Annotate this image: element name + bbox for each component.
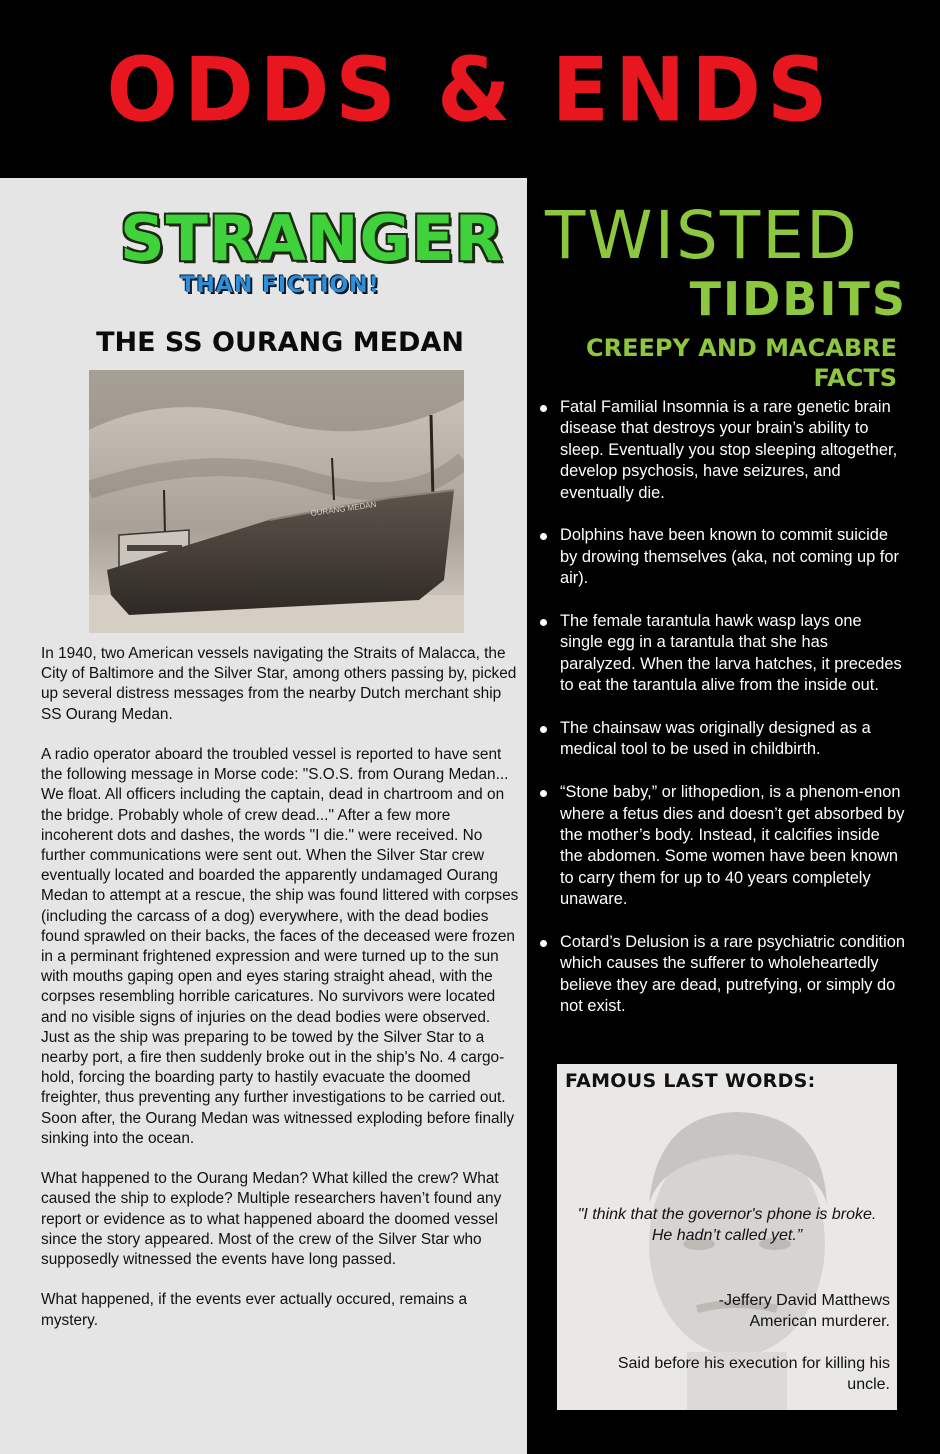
twisted-heading: TWISTED <box>545 197 859 274</box>
bullet-icon <box>540 726 547 733</box>
article-paragraph-3: What happened to the Ourang Medan? What killed the crew? What caused the ship to explode? Multiple researchers haven’t found any report or evidence as to what happened aboard the doomed vessel since the story appeared. Most of the crew of the Silver Star who supposedly witnessed the events have long passed. <box>41 1170 502 1269</box>
bullet-icon <box>540 790 547 797</box>
logo-main-text: STRANGER <box>120 202 504 275</box>
fact-text: Fatal Familial Insomnia is a rare genetic brain disease that destroys your brain’s ability to sleep. Eventually you stop sleeping altogether, develop psychosis, have seizures, and eventually die. <box>560 398 898 502</box>
list-item <box>537 611 905 697</box>
bullet-icon <box>540 533 547 540</box>
fact-text: The chainsaw was originally designed as a medical tool to be used in childbirth. <box>560 719 871 759</box>
list-item <box>537 397 905 504</box>
bullet-icon <box>540 940 547 947</box>
bullet-icon <box>540 619 547 626</box>
attribution-name: -Jeffery David Matthews <box>718 1292 890 1309</box>
list-item <box>537 932 905 1018</box>
creepy-facts-subheading: CREEPY AND MACABRE FACTS <box>586 334 897 392</box>
fact-text: Dolphins have been known to commit suicide by drowing themselves (aka, not coming up for air). <box>560 526 899 588</box>
ship-photo <box>89 370 464 633</box>
ship-illustration <box>89 370 464 633</box>
famous-last-words-title: FAMOUS LAST WORDS: <box>565 1070 816 1092</box>
logo-sub-text: THAN FICTION! <box>180 273 380 298</box>
page-title: ODDS & ENDS <box>106 38 834 142</box>
fact-text: “Stone baby,” or lithopedion, is a phenom-enon where a fetus dies and doesn’t get absorbed by the mother’s body. Instead, it calcifies inside the abdomen. Some women have been known to carry them for up to 40 years completely unaware. <box>560 783 905 909</box>
fact-text: The female tarantula hawk wasp lays one single egg in a tarantula that she has paralyzed. When the larva hatches, it precedes to eat the tarantula alive from the inside out. <box>560 612 902 695</box>
ship-name-lettering: OURANG MEDAN <box>310 499 377 518</box>
masthead <box>0 0 940 178</box>
left-column <box>0 178 527 1454</box>
article-paragraph-1: In 1940, two American vessels navigating the Straits of Malacca, the City of Baltimore and the Silver Star, among others passing by, picked up several distress messages from the nearby Dutch merchant ship SS Ourang Medan. <box>41 645 517 723</box>
attribution-role: American murderer. <box>749 1313 890 1330</box>
right-column <box>527 178 940 1454</box>
quote-context-note: Said before his execution for killing his uncle. <box>617 1355 890 1393</box>
facts-list <box>537 397 905 1039</box>
list-item <box>537 525 905 589</box>
article-paragraph-2: A radio operator aboard the troubled vessel is reported to have sent the following message in Morse code: "S.O.S. from Ourang Medan... We float. All officers including the captain, dead in chartroom and on the bridge. Probably whole of crew dead..." After a few more incoherent dots and dashes, the words "I die." were received. No further communications were sent out. When the Silver Star crew eventually located and boarded the apparently undamaged Ourang Medan to attempt at a rescue, the ship was found littered with corpses (including the carcass of a dog) everywhere, with the dead bodies found sprawled on their backs, the faces of the deceased were frozen in a perminant frightened expression and were turned up to the sun with mouths gaping open and eyes staring straight ahead, with the corpses resembling horrible caricatures. No survivors were located and no visible signs of injuries on the dead bodies were observed. Just as the ship was preparing to be towed by the Silver Star to a nearby port, a fire then suddenly broke out in the ship's No. 4 cargo-hold, forcing the boarding party to hastily evacuate the doomed freighter, thus preventing any further investigations to be carried out. Soon after, the Ourang Medan was witnessed exploding before finally sinking into the ocean. <box>41 746 519 1147</box>
quote-attribution <box>590 1290 890 1332</box>
last-words-quote: "I think that the governor's phone is broke. He hadn’t called yet.” <box>577 1206 877 1244</box>
tidbits-heading: TIDBITS <box>689 272 907 326</box>
article-paragraph-4: What happened, if the events ever actually occured, remains a mystery. <box>41 1291 468 1329</box>
famous-last-words-box <box>557 1064 897 1410</box>
article-title: THE SS OURANG MEDAN <box>96 327 464 358</box>
list-item <box>537 782 905 910</box>
list-item <box>537 718 905 761</box>
stranger-than-fiction-logo <box>120 200 504 310</box>
bullet-icon <box>540 405 547 412</box>
article-body <box>41 644 521 1351</box>
fact-text: Cotard’s Delusion is a rare psychiatric condition which causes the sufferer to wholeheartedly believe they are dead, putrefying, or simply do not exist. <box>560 933 905 1016</box>
